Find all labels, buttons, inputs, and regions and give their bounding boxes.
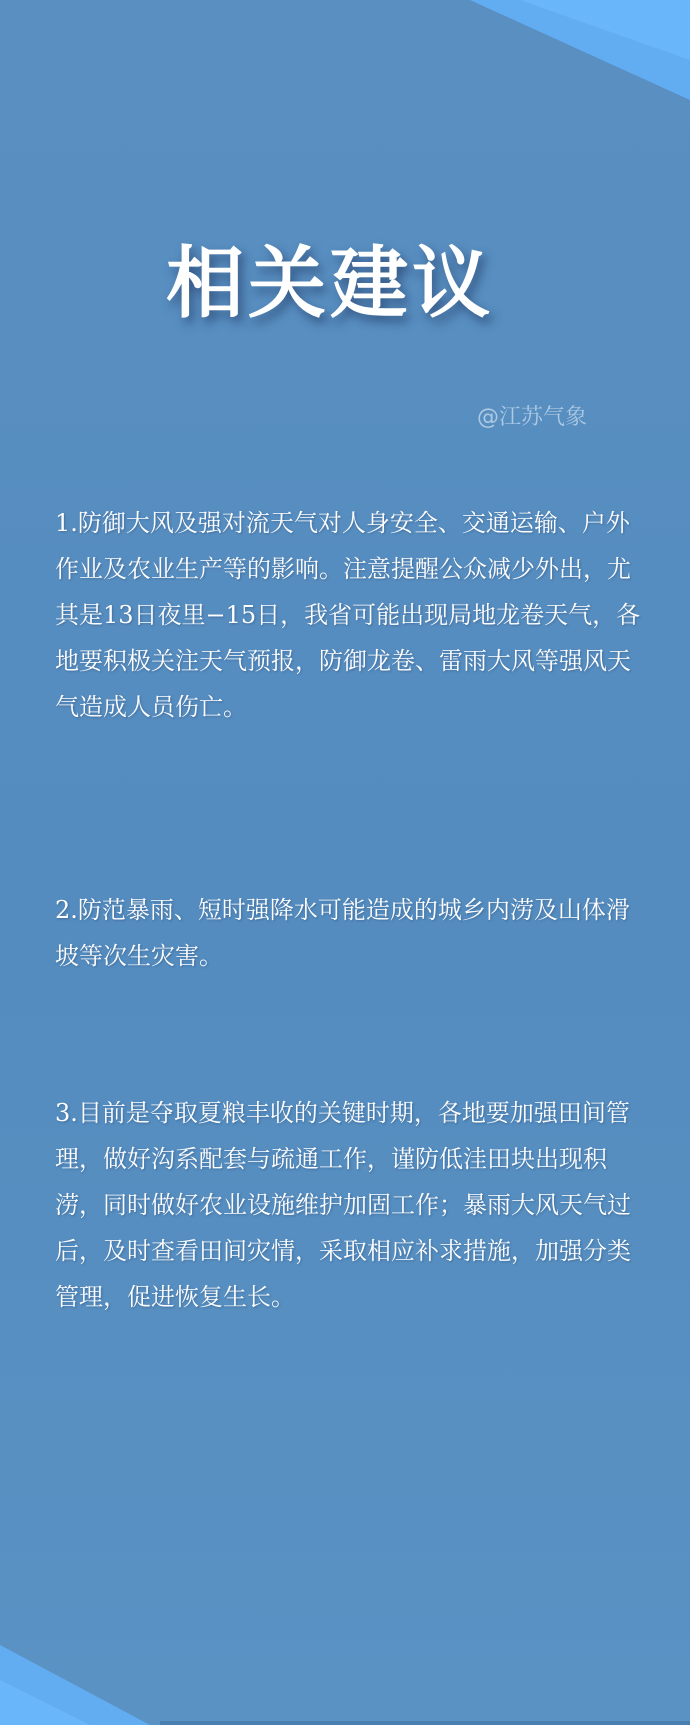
top-right-decoration bbox=[0, 0, 690, 120]
suggestion-paragraph-1: 1.防御大风及强对流天气对人身安全、交通运输、户外作业及农业生产等的影响。注意提醒公众减少外出，尤其是13日夜里−15日，我省可能出现局地龙卷天气，各地要积极关注天气预报，防御龙卷、雷雨大风等强风天气造成人员伤亡。 bbox=[55, 509, 641, 721]
suggestion-paragraph-3: 3.目前是夺取夏粮丰收的关键时期，各地要加强田间管理，做好沟系配套与疏通工作，谨防低洼田块出现积涝，同时做好农业设施维护加固工作；暴雨大风天气过后，及时查看田间灾情，采取相应补求措施，加强分类管理，促进恢复生长。 bbox=[55, 1099, 631, 1311]
bottom-left-decoration bbox=[0, 1595, 690, 1725]
page-title: 相关建议 bbox=[165, 239, 494, 329]
suggestion-paragraph-2: 2.防范暴雨、短时强降水可能造成的城乡内涝及山体滑坡等次生灾害。 bbox=[55, 896, 630, 970]
source-attribution: @江苏气象 bbox=[477, 405, 588, 430]
